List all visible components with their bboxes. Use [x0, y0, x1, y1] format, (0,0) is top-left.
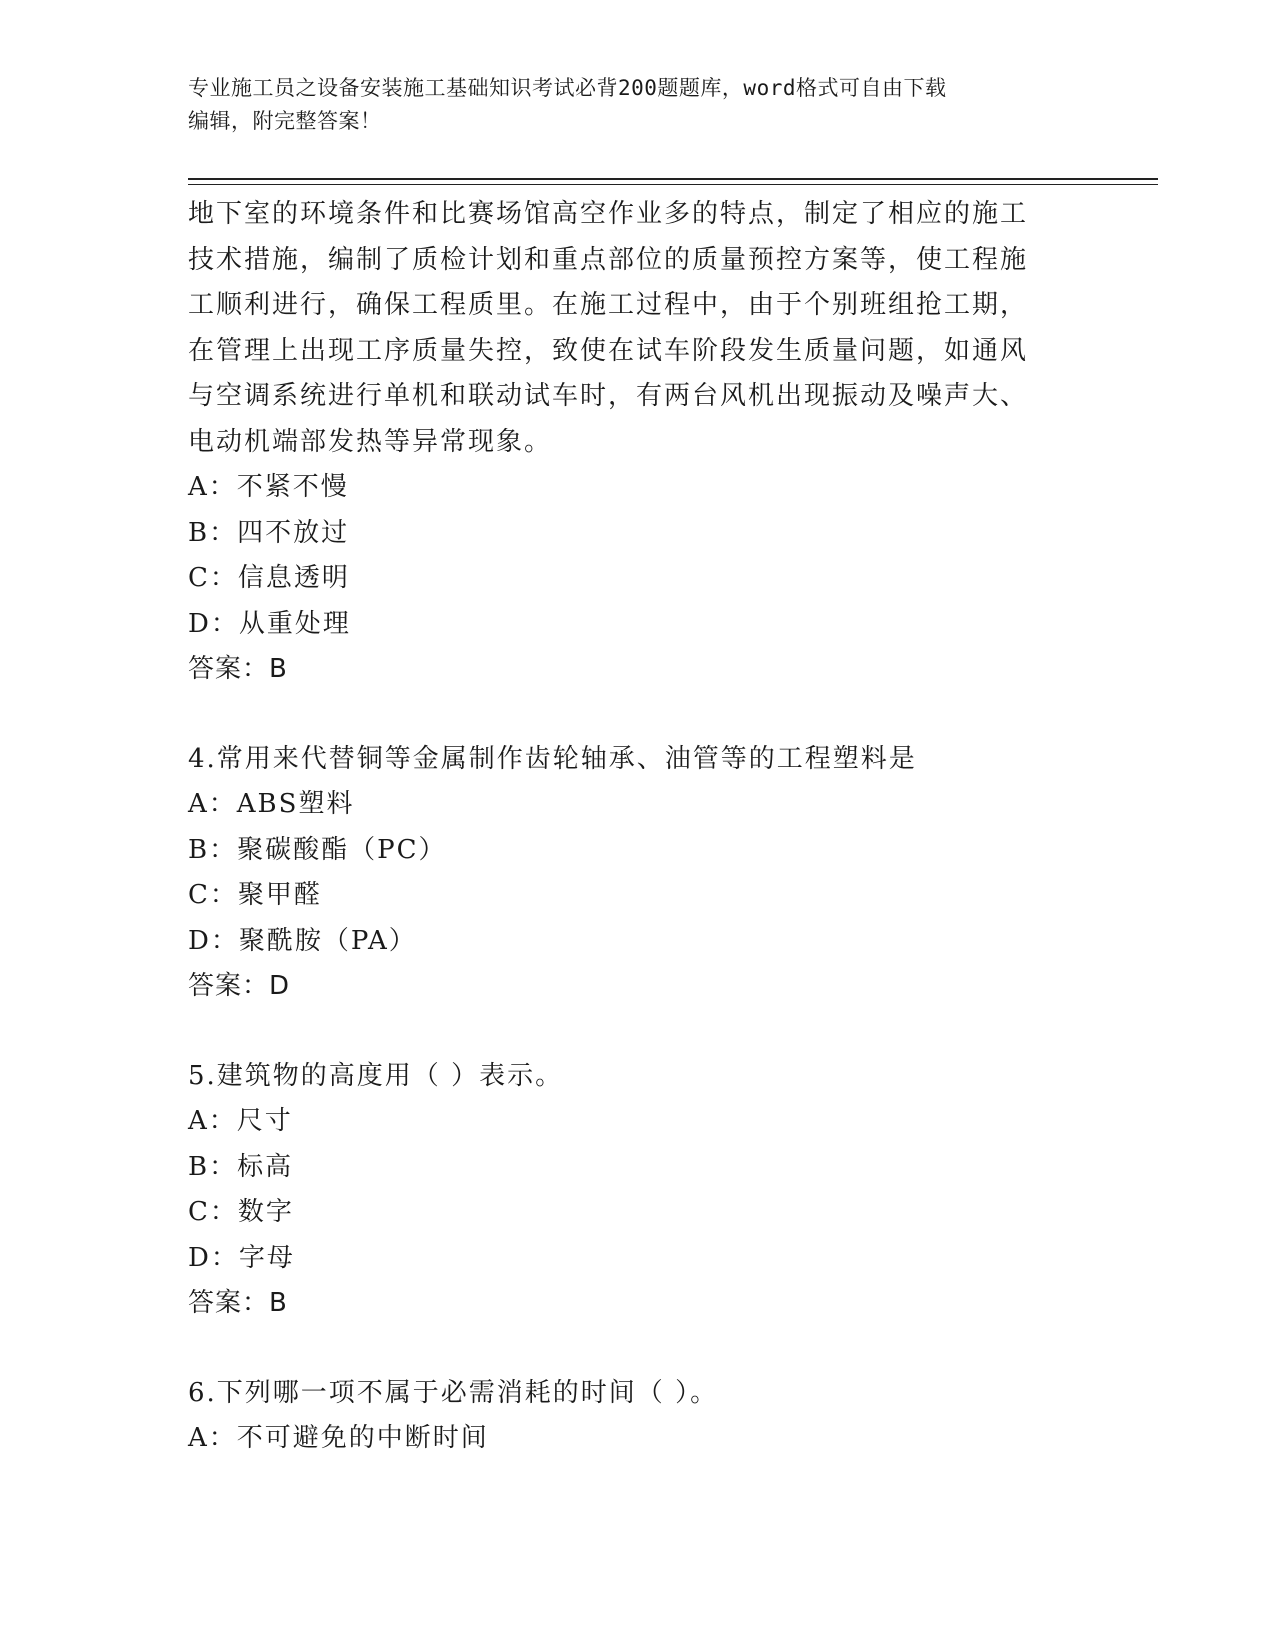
option-a: A：不紧不慢 — [188, 472, 349, 502]
document-body — [188, 192, 1088, 1462]
document-header — [188, 72, 1088, 138]
option-a: A：尺寸 — [188, 1106, 293, 1136]
header-divider-thick — [188, 178, 1158, 180]
header-title-line-1: 专业施工员之设备安装施工基础知识考试必背200题题库，word格式可自由下载 — [188, 76, 947, 100]
question-4 — [188, 737, 1088, 1010]
question-spacer — [188, 693, 1088, 737]
question-text: 5.建筑物的高度用（ ）表示。 — [188, 1060, 564, 1091]
option-c: C：聚甲醛 — [188, 880, 322, 910]
question-text-line: 在管理上出现工序质量失控，致使在试车阶段发生质量问题，如通风 — [188, 335, 1029, 366]
question-text-line: 工顺利进行，确保工程质里。在施工过程中，由于个别班组抢工期， — [188, 290, 1029, 320]
option-c: C：信息透明 — [188, 563, 350, 593]
option-c: C：数字 — [188, 1197, 294, 1227]
question-text-line: 技术措施，编制了质检计划和重点部位的质量预控方案等，使工程施 — [188, 244, 1029, 275]
option-b: B：聚碳酸酯（PC） — [188, 834, 447, 865]
header-title-line-2: 编辑，附完整答案！ — [188, 109, 382, 133]
question-3 — [188, 192, 1088, 693]
question-5 — [188, 1054, 1088, 1327]
question-text-line: 电动机端部发热等异常现象。 — [188, 426, 553, 457]
option-d: D：从重处理 — [188, 608, 351, 639]
question-text-line: 地下室的环境条件和比赛场馆高空作业多的特点，制定了相应的施工 — [188, 199, 1029, 229]
answer-line: 答案：B — [188, 654, 288, 684]
option-b: B：四不放过 — [188, 517, 350, 548]
option-d: D：字母 — [188, 1242, 295, 1273]
answer-line: 答案：B — [188, 1288, 288, 1318]
option-a: A：ABS塑料 — [188, 789, 355, 819]
question-text: 6.下列哪一项不属于必需消耗的时间（ ）。 — [188, 1377, 719, 1408]
question-text: 4.常用来代替铜等金属制作齿轮轴承、油管等的工程塑料是 — [188, 743, 917, 774]
answer-line: 答案：D — [188, 971, 291, 1001]
header-divider-thin — [188, 184, 1158, 185]
option-b: B：标高 — [188, 1151, 294, 1182]
question-spacer — [188, 1010, 1088, 1054]
option-a: A：不可避免的中断时间 — [188, 1423, 489, 1453]
question-spacer — [188, 1327, 1088, 1371]
question-6 — [188, 1371, 1088, 1462]
option-d: D：聚酰胺（PA） — [188, 925, 417, 956]
question-text-line: 与空调系统进行单机和联动试车时，有两台风机出现振动及噪声大、 — [188, 381, 1029, 411]
